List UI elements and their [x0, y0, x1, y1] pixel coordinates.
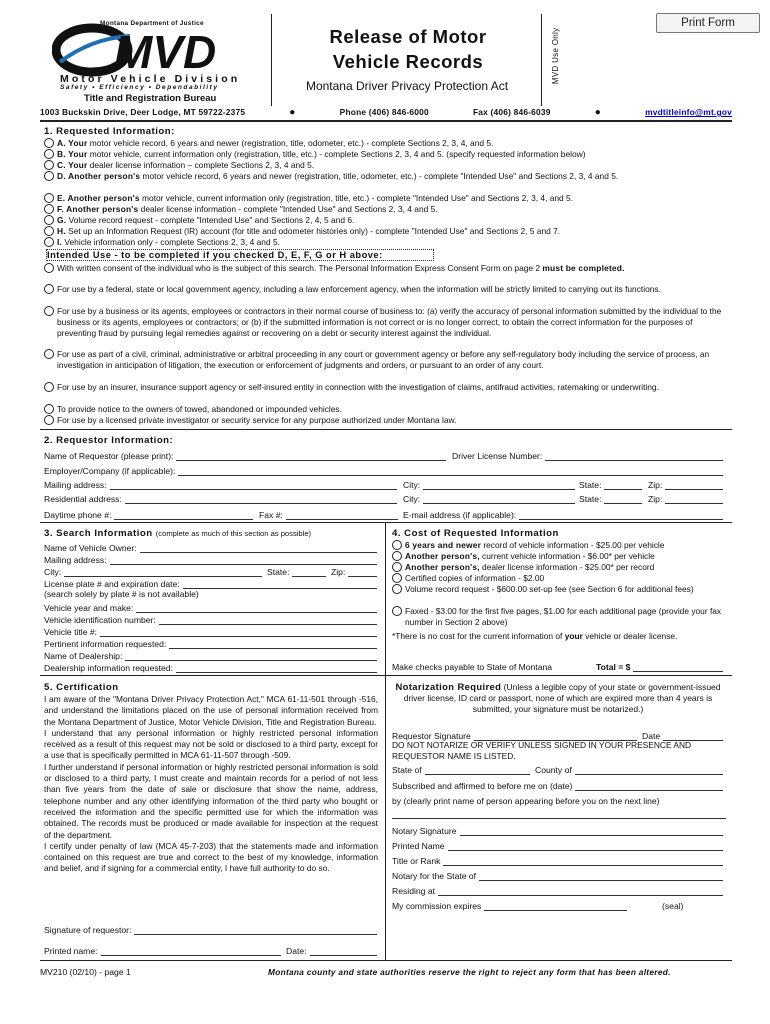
radio-button[interactable]	[44, 171, 54, 181]
requestor-name-field[interactable]: Name of Requestor (please print):	[44, 451, 449, 461]
checks-payable: Make checks payable to State of Montana	[392, 662, 553, 672]
notary-title-field[interactable]: Title or Rank	[392, 856, 726, 866]
radio-button[interactable]	[44, 193, 54, 203]
section3-title: 3. Search Information (complete as much of this section as possible)	[44, 528, 312, 539]
radio-button[interactable]	[44, 263, 54, 273]
dealership-name-field[interactable]: Name of Dealership:	[44, 651, 380, 661]
residential-city-field[interactable]: City:	[403, 494, 578, 504]
notary-county-field[interactable]: County of	[535, 765, 726, 775]
intended-use-option[interactable]: For use by an insurer, insurance support agency or self-insured entity in connection with the investigation of claims, antifraud activities, ratemaking or underwriting.	[44, 382, 726, 393]
radio-button[interactable]	[44, 204, 54, 214]
certification-date-field[interactable]: Date:	[286, 946, 380, 956]
notary-requestor-signature-field[interactable]: Requestor Signature	[392, 731, 640, 741]
radio-button[interactable]	[44, 226, 54, 236]
notary-signature-field[interactable]: Notary Signature	[392, 826, 726, 836]
section5-title: 5. Certification	[44, 682, 119, 693]
radio-button[interactable]	[392, 540, 402, 550]
logo-text: MVD	[114, 26, 217, 78]
cost-option[interactable]: Volume record request - $600.00 set-up fee (see Section 6 for additional fees)	[392, 584, 726, 595]
radio-button[interactable]	[44, 306, 54, 316]
column-divider	[385, 522, 386, 675]
radio-button[interactable]	[44, 415, 54, 425]
search-state-field[interactable]: State:	[267, 567, 329, 577]
agency-name: Montana Department of Justice	[100, 20, 204, 27]
seal-label: (seal)	[662, 901, 684, 911]
fax: Fax (406) 846-6039	[472, 107, 551, 117]
notary-date-field[interactable]: Date	[642, 731, 726, 741]
email-field[interactable]: E-mail address (if applicable):	[403, 510, 726, 520]
requested-info-option[interactable]: A. Your motor vehicle record, 6 years and newer (registration, title, odometer, etc.) - complete Sections 2, 3, 4, and 5.	[44, 138, 726, 149]
form-title: Release of Motor Vehicle Records	[329, 26, 487, 72]
phone: Phone (406) 846-6000	[339, 107, 429, 117]
cost-option[interactable]: Another person's, dealer license information - $25.00* per record	[392, 562, 726, 573]
requested-info-option[interactable]: B. Your motor vehicle, current information only (registration, title, etc.) - complete Sections 2, 3, 4 and 5. (specify requested information below)	[44, 149, 726, 160]
vin-field[interactable]: Vehicle identification number:	[44, 615, 380, 625]
employer-field[interactable]: Employer/Company (if applicable):	[44, 466, 726, 476]
requested-info-option[interactable]: E. Another person's motor vehicle, current information only (registration, title, etc.) - complete "Intended Use" and Sections 2, 3, 4, and 5.	[44, 193, 726, 204]
requested-info-option[interactable]: F. Another person's dealer license information - complete "Intended Use" and Sections 2, 3, 4 and 5.	[44, 204, 726, 215]
cost-option[interactable]: Certified copies of information - $2.00	[392, 573, 726, 584]
section1-title: 1. Requested Information:	[44, 126, 175, 137]
pertinent-info-field[interactable]: Pertinent information requested:	[44, 639, 380, 649]
radio-button[interactable]	[44, 215, 54, 225]
fax-field[interactable]: Fax #:	[259, 510, 401, 520]
mailing-state-field[interactable]: State:	[579, 480, 645, 490]
mailing-city-field[interactable]: City:	[403, 480, 578, 490]
header-divider	[541, 14, 542, 106]
plate-note: (search solely by plate # is not available)	[44, 589, 199, 599]
mailing-zip-field[interactable]: Zip:	[648, 480, 726, 490]
notary-printed-name-field[interactable]: Printed Name	[392, 841, 726, 851]
form-id: MV210 (02/10) - page 1	[40, 967, 131, 977]
division-name: Motor Vehicle Division	[60, 73, 241, 85]
radio-button[interactable]	[44, 382, 54, 392]
alteration-notice: Montana county and state authorities reserve the right to reject any form that has been altered.	[268, 967, 671, 977]
notary-header: Notarization Required (Unless a legible copy of your state or government-issued driver license, ID card or passport, none of which are expired more than 4 years is submitted, your signature must be notarized.)	[395, 681, 721, 714]
residential-zip-field[interactable]: Zip:	[648, 494, 726, 504]
intended-use-option[interactable]: For use as part of a civil, criminal, administrative or arbitral proceeding in any court or government agency or before any self-regulatory body including the service of process, an investigation in anticipation of litigation, the execution or enforcement of judgments and orders, or pursuant to an order of any court.	[44, 349, 726, 371]
column-divider	[385, 675, 386, 960]
driver-license-field[interactable]: Driver License Number:	[452, 451, 726, 461]
title-number-field[interactable]: Vehicle title #:	[44, 627, 380, 637]
radio-button[interactable]	[44, 149, 54, 159]
mailing-address-field[interactable]: Mailing address:	[44, 480, 400, 490]
bullet-icon: ●	[594, 107, 601, 118]
radio-button[interactable]	[392, 606, 402, 616]
commission-expires-field[interactable]: My commission expires	[392, 901, 630, 911]
notary-state-of-field[interactable]: Notary for the State of	[392, 871, 726, 881]
year-make-field[interactable]: Vehicle year and make:	[44, 603, 380, 613]
rule	[40, 675, 732, 676]
contact-bar	[40, 107, 732, 121]
dealership-info-field[interactable]: Dealership information requested:	[44, 663, 380, 673]
search-city-field[interactable]: City:	[44, 567, 265, 577]
intended-use-option[interactable]: For use by a federal, state or local government agency, including a law enforcement agency, when the information will be strictly limited to carrying out its functions.	[44, 284, 726, 295]
intended-use-option[interactable]: To provide notice to the owners of towed, abandoned or impounded vehicles.	[44, 404, 726, 415]
search-zip-field[interactable]: Zip:	[331, 567, 380, 577]
intended-use-title: Intended Use - to be completed if you checked D, E, F, G or H above:	[47, 250, 383, 260]
radio-button[interactable]	[44, 237, 54, 247]
certification-text: I am aware of the "Montana Driver Privacy Protection Act," MCA 61-11-501 through -516, and understand the limitations placed on the use of personal information received from the Montana Department of Justice, Motor Vehicle Division, Title and Registration Bureau. I understand that any personal information or highly restricted personal information received as a result of this request may not be sold or disclosed to a third party, except for a use that is specifically permitted in MCA 61-11-507 through -509. I further understand if personal information or highly restricted personal information is sold or disclosed to a third party, I must create and maintain records for a period of not less than five years from the date of sale or disclosure that show the name, address, telephone number and any other identifying information of the third party who bought or received the information and the specific permitted use for which the information was obtained. The records must be produced or made available for inspection at the request of the department. I certify under penalty of law (MCA 45-7-203) that the statements made and information contained on this request are true and correct to the best of my knowledge, information and belief, and if signing for a commercial entity, I have full authority to do so.	[44, 694, 378, 874]
subscribed-date-field[interactable]: Subscribed and affirmed to before me on (date)	[392, 781, 726, 791]
radio-button[interactable]	[44, 138, 54, 148]
mvd-use-only-label: MVD Use Only	[551, 27, 561, 85]
bureau-name: Title and Registration Bureau	[84, 93, 217, 104]
total-field[interactable]: Total = $	[596, 662, 726, 672]
notary-residing-field[interactable]: Residing at	[392, 886, 726, 896]
section4-title: 4. Cost of Requested Information	[392, 528, 559, 539]
email-link[interactable]: mvdtitleinfo@mt.gov	[645, 107, 732, 117]
radio-button[interactable]	[44, 404, 54, 414]
cost-option[interactable]: 6 years and newer record of vehicle information - $25.00 per vehicle	[392, 540, 726, 551]
form-subtitle: Montana Driver Privacy Protection Act	[305, 79, 509, 93]
residential-state-field[interactable]: State:	[579, 494, 645, 504]
section2-title: 2. Requestor Information:	[44, 435, 174, 446]
radio-button[interactable]	[44, 284, 54, 294]
radio-button[interactable]	[392, 562, 402, 572]
requestor-signature-field[interactable]: Signature of requestor:	[44, 925, 380, 935]
license-plate-field[interactable]: License plate # and expiration date:	[44, 579, 380, 589]
requested-info-option[interactable]: H. Set up an Information Request (IR) account (for title and odometer histories only) - complete "Intended Use" and Sections 2, 5 and 7.	[44, 226, 726, 237]
cost-option[interactable]: Faxed - $3.00 for the first five pages, $1.00 for each additional page (provide your fax number in Section 2 above)	[392, 606, 726, 628]
requested-info-option[interactable]: D. Another person's motor vehicle record, 6 years and newer (registration, title, odometer, etc.) - complete "Intended Use" and Sections 2, 3, 4 and 5.	[44, 171, 726, 182]
address: 1003 Buckskin Drive, Deer Lodge, MT 59722-2375	[40, 107, 246, 117]
notary-warning: DO NOT NOTARIZE OR VERIFY UNLESS SIGNED IN YOUR PRESENCE AND REQUESTOR NAME IS LISTED.	[392, 740, 692, 762]
printed-name-field[interactable]: Printed name:	[44, 946, 284, 956]
radio-button[interactable]	[392, 584, 402, 594]
rule	[40, 522, 732, 523]
print-form-button[interactable]: Print Form	[656, 13, 760, 33]
vehicle-owner-field[interactable]: Name of Vehicle Owner:	[44, 543, 380, 553]
radio-button[interactable]	[392, 573, 402, 583]
motto: Safety • Efficiency • Dependability	[60, 84, 219, 91]
requested-info-option[interactable]: I. Vehicle information only - complete Sections 2, 3, 4 and 5.	[44, 237, 726, 248]
rule	[40, 120, 732, 122]
appearing-name-line[interactable]	[392, 818, 726, 819]
radio-button[interactable]	[44, 160, 54, 170]
residential-address-field[interactable]: Residential address:	[44, 494, 400, 504]
rule	[40, 960, 732, 961]
bullet-icon: ●	[289, 107, 296, 118]
requested-info-option[interactable]: C. Your dealer license information – complete Sections 2, 3, 4 and 5.	[44, 160, 726, 171]
rule	[40, 429, 732, 430]
radio-button[interactable]	[44, 349, 54, 359]
intended-use-option[interactable]: For use by a licensed private investigator or security service for any purpose authorized under Montana law.	[44, 415, 726, 426]
notary-state-field[interactable]: State of	[392, 765, 533, 775]
intended-use-option[interactable]: With written consent of the individual who is the subject of this search. The Personal Information Express Consent Form on page 2 must be completed.	[44, 263, 724, 274]
intended-use-option[interactable]: For use by a business or its agents, employees or contractors in their normal course of business to: (a) verify the accuracy of personal information submitted by the individual to the business or its agents, employees or contractors; or (b) if the submitted information is not correct or is no longer correct, to obtain the correct information for the purposes of preventing fraud by pursuing legal remedies against or recovering on a debt or security interest against the individual.	[44, 306, 726, 338]
search-mailing-field[interactable]: Mailing address:	[44, 555, 380, 565]
cost-option[interactable]: Another person's, current vehicle information - $6.00* per vehicle	[392, 551, 726, 562]
daytime-phone-field[interactable]: Daytime phone #:	[44, 510, 256, 520]
cost-note: *There is no cost for the current information of your vehicle or dealer license.	[392, 631, 678, 641]
notary-by-label: by (clearly print name of person appearing before you on the next line)	[392, 796, 660, 806]
requested-info-option[interactable]: G. Volume record request - complete "Intended Use" and Sections 2, 4, 5 and 6.	[44, 215, 726, 226]
radio-button[interactable]	[392, 551, 402, 561]
